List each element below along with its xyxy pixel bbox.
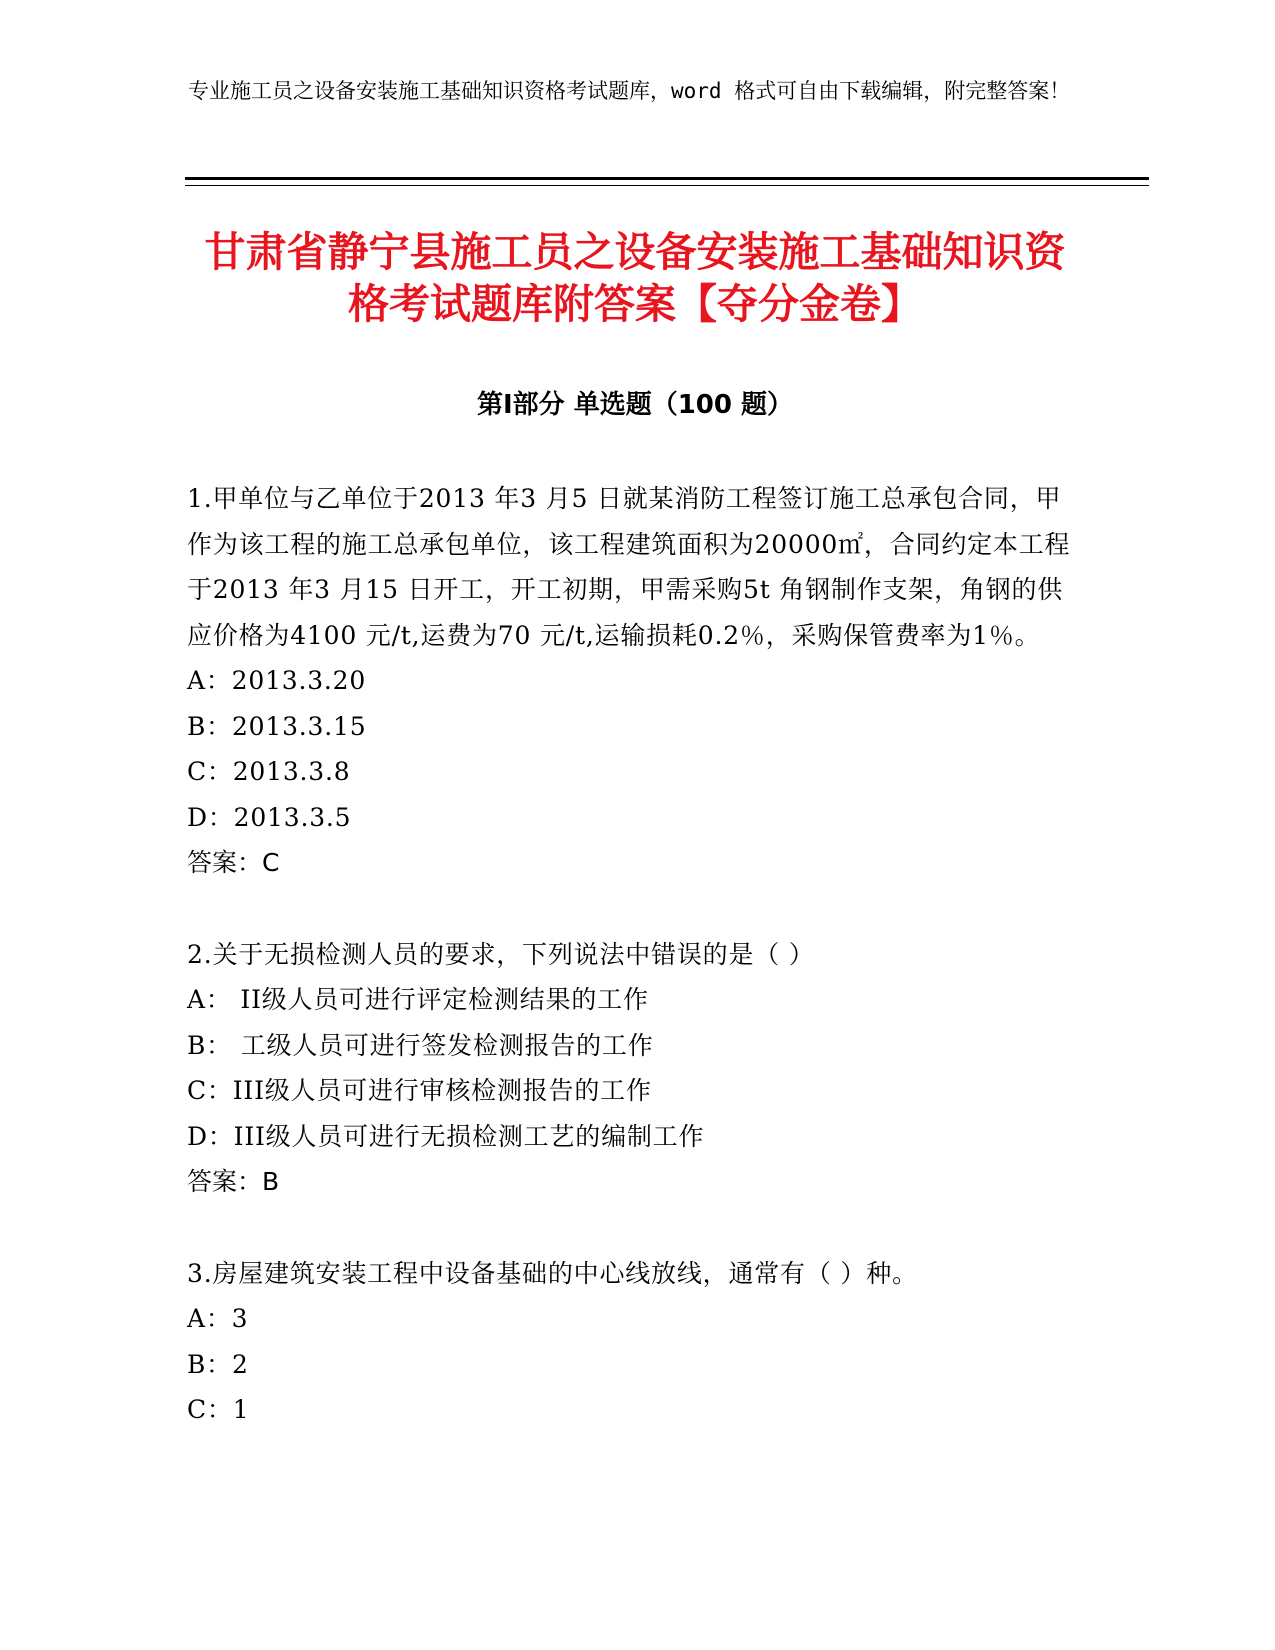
option-b: B： 工级人员可进行签发检测报告的工作 xyxy=(187,1030,654,1060)
option-b: B：2013.3.15 xyxy=(187,711,367,741)
question-stem: 3.房屋建筑安装工程中设备基础的中心线放线，通常有（ ）种。 xyxy=(187,1258,918,1288)
option-d: D：III级人员可进行无损检测工艺的编制工作 xyxy=(187,1121,705,1151)
question-2 xyxy=(187,932,1087,1205)
option-a: A：3 xyxy=(187,1304,249,1333)
option-a: A： II级人员可进行评定检测结果的工作 xyxy=(187,985,649,1014)
question-list xyxy=(187,476,1087,1479)
option-b: B：2 xyxy=(187,1349,249,1379)
document-title: 甘肃省静宁县施工员之设备安装施工基础知识资格考试题库附答案【夺分金卷】 xyxy=(204,228,1066,328)
header-divider-thick xyxy=(185,177,1149,180)
question-stem: 2.关于无损检测人员的要求，下列说法中错误的是（ ） xyxy=(187,939,815,969)
option-c: C：2013.3.8 xyxy=(187,757,351,786)
question-stem: 1.甲单位与乙单位于2013 年3 月5 日就某消防工程签订施工总承包合同，甲作为该工程的施工总承包单位，该工程建筑面积为20000㎡，合同约定本工程于2013 年3 月15 日开工，开工初期，甲需采购5t 角钢制作支架，角钢的供应价格为4100 元/t,运费为70 元/t,运输损耗0.2％，采购保管费率为1％。 xyxy=(187,484,1071,650)
section-title: 第Ⅰ部分 单选题（100 题） xyxy=(476,390,794,420)
option-a: A：2013.3.20 xyxy=(187,666,367,695)
question-1 xyxy=(187,476,1087,886)
option-c: C：III级人员可进行审核检测报告的工作 xyxy=(187,1076,652,1105)
header-note: 专业施工员之设备安装施工基础知识资格考试题库，word 格式可自由下载编辑，附完整答案！ xyxy=(188,79,1071,103)
answer: 答案：B xyxy=(187,1167,280,1196)
question-3 xyxy=(187,1251,1087,1433)
header-divider-thin xyxy=(185,185,1149,186)
option-d: D：2013.3.5 xyxy=(187,802,352,832)
option-c: C：1 xyxy=(187,1395,250,1424)
answer: 答案：C xyxy=(187,848,280,877)
